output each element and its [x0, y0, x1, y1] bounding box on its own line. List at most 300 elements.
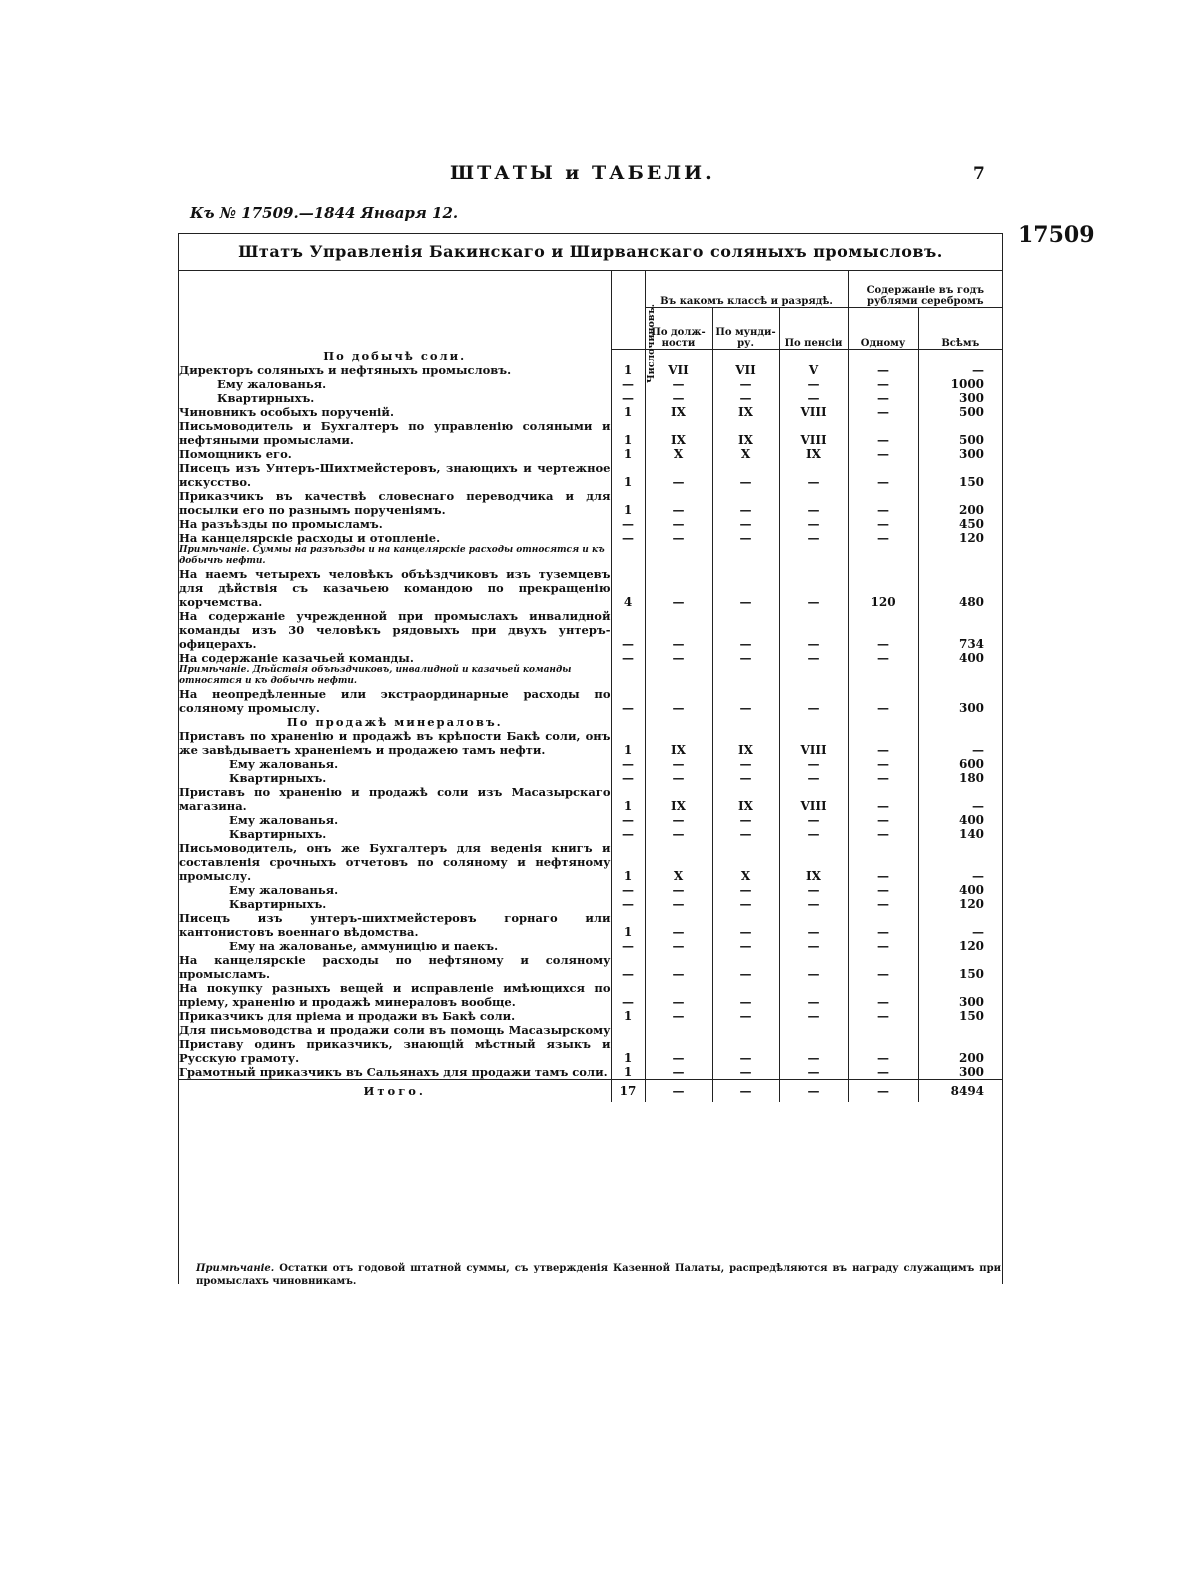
empty-cell: [779, 715, 848, 729]
per-one-cell: —: [848, 489, 918, 517]
rank-class-cell: —: [712, 1023, 779, 1065]
per-one-cell: —: [848, 377, 918, 391]
row-description: Квартирныхъ.: [229, 771, 327, 785]
count-cell: 1: [611, 447, 645, 461]
count-cell: 1: [611, 785, 645, 813]
total-cell: 300: [918, 981, 1002, 1009]
count-cell: —: [611, 939, 645, 953]
count-cell: 1: [611, 405, 645, 419]
table-row: [179, 447, 1002, 461]
row-description: Ему жалованья.: [229, 757, 339, 771]
footnote-label: Примѣчаніе.: [196, 1263, 275, 1274]
page-header: [180, 162, 1000, 192]
table-row: [179, 757, 1002, 771]
count-cell: —: [611, 771, 645, 785]
position-class-cell: —: [645, 1009, 712, 1023]
row-description: На неопредѣленные или экстраординарные расходы по соляному промыслу.: [179, 687, 611, 715]
table-row: [179, 567, 1002, 609]
position-class-cell: IX: [645, 419, 712, 447]
total-row: [179, 1080, 1002, 1103]
table-row: [179, 939, 1002, 953]
rank-class-cell: —: [712, 981, 779, 1009]
empty-cell: [918, 665, 1002, 687]
rank-class-cell: —: [712, 609, 779, 651]
position-class-cell: —: [645, 489, 712, 517]
pension-class-cell: —: [779, 391, 848, 405]
total-cell: 200: [918, 489, 1002, 517]
rank-class-cell: IX: [712, 405, 779, 419]
row-description: Писецъ изъ Унтеръ-Шихтмейстеровъ, знающихъ и чертежное искусство.: [179, 461, 611, 489]
row-description: Ему на жалованье, аммуницію и паекъ.: [229, 939, 499, 953]
total-cell: 150: [918, 953, 1002, 981]
total-cell: —: [712, 1080, 779, 1103]
empty-cell: [779, 665, 848, 687]
pension-class-cell: VIII: [779, 729, 848, 757]
table-row: [179, 981, 1002, 1009]
total-cell: 120: [918, 939, 1002, 953]
pension-class-cell: —: [779, 651, 848, 665]
row-description: На канцелярскіе расходы и отопленіе.: [179, 531, 441, 545]
empty-cell: [611, 545, 645, 567]
pension-class-cell: —: [779, 897, 848, 911]
note-text: Примѣчаніе. Дѣйствія объѣздчиковъ, инвалидной и казачьей команды относятся и къ добычѣ нефти.: [179, 665, 572, 686]
rank-class-cell: —: [712, 813, 779, 827]
count-cell: 1: [611, 419, 645, 447]
position-class-cell: —: [645, 771, 712, 785]
count-cell: 1: [611, 841, 645, 883]
pension-class-cell: —: [779, 911, 848, 939]
total-cell: 120: [918, 531, 1002, 545]
rank-class-cell: —: [712, 911, 779, 939]
position-class-cell: —: [645, 883, 712, 897]
count-cell: 1: [611, 1009, 645, 1023]
row-description: Писецъ изъ унтеръ-шихтмейстеровъ горнаго или кантонистовъ военнаго вѣдомства.: [179, 911, 611, 939]
position-class-cell: —: [645, 827, 712, 841]
total-cell: 1000: [918, 377, 1002, 391]
position-class-cell: —: [645, 517, 712, 531]
table-row: [179, 953, 1002, 981]
per-one-cell: —: [848, 405, 918, 419]
pension-class-cell: —: [779, 939, 848, 953]
row-description: Ему жалованья.: [217, 377, 327, 391]
pension-class-cell: —: [779, 981, 848, 1009]
running-title: ШТАТЫ и ТАБЕЛИ.: [450, 162, 715, 184]
salary-group-header: Содержаніе въ годъ рублями серебромъ: [848, 271, 1002, 307]
empty-cell: [611, 349, 645, 363]
pension-class-cell: VIII: [779, 405, 848, 419]
count-cell: 1: [611, 1065, 645, 1080]
row-description: Квартирныхъ.: [217, 391, 315, 405]
page-number: 7: [973, 164, 985, 184]
total-cell: 400: [918, 813, 1002, 827]
rank-class-cell: —: [712, 567, 779, 609]
row-description: На покупку разныхъ вещей и исправленіе имѣющихся по пріему, храненію и продажѣ минераловъ вообще.: [179, 981, 611, 1009]
row-description: На канцелярскіе расходы по нефтяному и соляному промысламъ.: [179, 953, 611, 981]
count-cell: 1: [611, 363, 645, 377]
per-one-cell: —: [848, 1023, 918, 1065]
row-description: На содержаніе казачьей команды.: [179, 651, 414, 665]
total-cell: 400: [918, 651, 1002, 665]
per-one-cell: —: [848, 785, 918, 813]
pension-class-cell: VIII: [779, 419, 848, 447]
table-row: [179, 1009, 1002, 1023]
note-text: Примѣчаніе. Суммы на разъѣзды и на канцелярскіе расходы относятся и къ добычѣ нефти.: [179, 545, 605, 566]
per-one-cell: —: [848, 953, 918, 981]
position-class-cell: —: [645, 461, 712, 489]
rank-class-cell: VII: [712, 363, 779, 377]
empty-cell: [918, 349, 1002, 363]
total-cell: —: [918, 363, 1002, 377]
total-cell: —: [848, 1080, 918, 1103]
description-header: [179, 271, 611, 349]
note-row: [179, 545, 1002, 567]
by-pension-header: По пенсіи: [779, 307, 848, 349]
per-one-cell: —: [848, 517, 918, 531]
pension-class-cell: —: [779, 687, 848, 715]
row-description: Квартирныхъ.: [229, 897, 327, 911]
count-cell: —: [611, 981, 645, 1009]
per-one-cell: —: [848, 1009, 918, 1023]
row-description: Приставъ по храненію и продажѣ соли изъ Масазырскаго магазина.: [179, 785, 611, 813]
table-row: [179, 1023, 1002, 1065]
pension-class-cell: —: [779, 1009, 848, 1023]
count-cell: —: [611, 531, 645, 545]
position-class-cell: —: [645, 813, 712, 827]
row-description: На разъѣзды по промысламъ.: [179, 517, 383, 531]
per-one-cell: 120: [848, 567, 918, 609]
position-class-cell: —: [645, 567, 712, 609]
position-class-cell: —: [645, 939, 712, 953]
table-row: [179, 813, 1002, 827]
position-class-cell: —: [645, 391, 712, 405]
count-cell: —: [611, 897, 645, 911]
table-row: [179, 531, 1002, 545]
rank-class-cell: —: [712, 651, 779, 665]
count-cell: —: [611, 651, 645, 665]
count-cell: —: [611, 827, 645, 841]
total-cell: 600: [918, 757, 1002, 771]
per-one-cell: —: [848, 447, 918, 461]
row-description: Ему жалованья.: [229, 883, 339, 897]
rank-class-cell: —: [712, 687, 779, 715]
empty-cell: [712, 665, 779, 687]
row-description: Письмоводитель, онъ же Бухгалтеръ для веденія книгъ и составленія срочныхъ отчетовъ по соляному и нефтяному промыслу.: [179, 841, 611, 883]
pension-class-cell: —: [779, 1065, 848, 1080]
row-description: На наемъ четырехъ человѣкъ объѣздчиковъ изъ туземцевъ для дѣйствія съ казачьею командою по прекращенію корчемства.: [179, 567, 611, 609]
empty-cell: [848, 715, 918, 729]
table-row: [179, 489, 1002, 517]
per-one-cell: —: [848, 757, 918, 771]
position-class-cell: —: [645, 651, 712, 665]
staff-grid: [179, 271, 1002, 1102]
note-row: [179, 665, 1002, 687]
row-description: На содержаніе учрежденной при промыслахъ инвалидной команды изъ 30 человѣкъ рядовыхъ при двухъ унтеръ-офицерахъ.: [179, 609, 611, 651]
rank-class-cell: —: [712, 489, 779, 517]
per-one-cell: —: [848, 729, 918, 757]
empty-cell: [645, 665, 712, 687]
row-description: Для письмоводства и продажи соли въ помощь Масазырскому Приставу одинъ приказчикъ, знающій мѣстный языкъ и Русскую грамоту.: [179, 1023, 611, 1065]
position-class-cell: IX: [645, 729, 712, 757]
empty-cell: [611, 665, 645, 687]
total-cell: 500: [918, 405, 1002, 419]
per-one-cell: —: [848, 827, 918, 841]
rank-class-cell: —: [712, 531, 779, 545]
table-row: [179, 517, 1002, 531]
pension-class-cell: —: [779, 567, 848, 609]
count-cell: —: [611, 377, 645, 391]
pension-class-cell: IX: [779, 447, 848, 461]
rank-class-cell: —: [712, 883, 779, 897]
rank-class-cell: —: [712, 939, 779, 953]
class-group-header: Въ какомъ классѣ и разрядѣ.: [645, 271, 848, 307]
rank-class-cell: IX: [712, 785, 779, 813]
count-cell: 1: [611, 911, 645, 939]
table-row: [179, 911, 1002, 939]
count-cell: 1: [611, 461, 645, 489]
row-description: Помощникъ его.: [179, 447, 292, 461]
total-cell: 200: [918, 1023, 1002, 1065]
position-class-cell: —: [645, 377, 712, 391]
total-cell: —: [779, 1080, 848, 1103]
total-cell: 8494: [918, 1080, 1002, 1103]
rank-class-cell: —: [712, 757, 779, 771]
total-cell: 300: [918, 447, 1002, 461]
per-one-cell: —: [848, 687, 918, 715]
per-one-cell: —: [848, 981, 918, 1009]
per-one-cell: —: [848, 461, 918, 489]
position-class-cell: —: [645, 1065, 712, 1080]
count-cell: —: [611, 687, 645, 715]
empty-cell: [848, 665, 918, 687]
section-title: По добычѣ соли.: [323, 349, 467, 363]
pension-class-cell: —: [779, 827, 848, 841]
total-cell: 400: [918, 883, 1002, 897]
total-header: Всѣмъ: [918, 307, 1002, 349]
total-cell: 140: [918, 827, 1002, 841]
rank-class-cell: —: [712, 1009, 779, 1023]
pension-class-cell: —: [779, 377, 848, 391]
empty-cell: [712, 545, 779, 567]
empty-cell: [848, 545, 918, 567]
total-cell: 734: [918, 609, 1002, 651]
total-cell: 120: [918, 897, 1002, 911]
per-one-cell: —: [848, 363, 918, 377]
position-class-cell: —: [645, 911, 712, 939]
margin-decree-number: 17509: [1018, 222, 1095, 248]
row-description: Грамотный приказчикъ въ Сальянахъ для продажи тамъ соли.: [179, 1065, 608, 1079]
position-class-cell: —: [645, 687, 712, 715]
empty-cell: [712, 715, 779, 729]
per-one-cell: —: [848, 419, 918, 447]
section-row: [179, 349, 1002, 363]
per-one-cell: —: [848, 609, 918, 651]
position-class-cell: —: [645, 981, 712, 1009]
count-cell: —: [611, 953, 645, 981]
table-row: [179, 609, 1002, 651]
position-class-cell: IX: [645, 785, 712, 813]
pension-class-cell: —: [779, 489, 848, 517]
table-row: [179, 883, 1002, 897]
table-title: Штатъ Управленія Бакинскаго и Ширванскаго соляныхъ промысловъ.: [179, 234, 1002, 271]
pension-class-cell: —: [779, 813, 848, 827]
empty-cell: [779, 545, 848, 567]
table-row: [179, 377, 1002, 391]
section-row: [179, 715, 1002, 729]
rank-class-cell: IX: [712, 419, 779, 447]
pension-class-cell: —: [779, 609, 848, 651]
row-description: Приказчикъ въ качествѣ словеснаго переводчика и для посылки его по разнымъ порученіямъ.: [179, 489, 611, 517]
count-cell: —: [611, 883, 645, 897]
total-cell: 300: [918, 687, 1002, 715]
position-class-cell: —: [645, 609, 712, 651]
empty-cell: [779, 349, 848, 363]
total-cell: —: [645, 1080, 712, 1103]
table-row: [179, 651, 1002, 665]
count-header: [611, 271, 657, 383]
count-cell: 1: [611, 1023, 645, 1065]
table-row: [179, 771, 1002, 785]
total-cell: —: [918, 841, 1002, 883]
empty-cell: [712, 349, 779, 363]
count-cell: 1: [611, 489, 645, 517]
footnote-text: Остатки отъ годовой штатной суммы, съ утвержденія Казенной Палаты, распредѣляются въ награду служащимъ при промыслахъ чиновникамъ.: [196, 1263, 1001, 1287]
section-title: По продажѣ минераловъ.: [286, 715, 503, 729]
empty-cell: [918, 545, 1002, 567]
count-cell: —: [611, 391, 645, 405]
row-description: Ему жалованья.: [229, 813, 339, 827]
position-class-cell: —: [645, 897, 712, 911]
total-cell: 150: [918, 461, 1002, 489]
table-row: [179, 363, 1002, 377]
count-cell: —: [611, 813, 645, 827]
row-description: Приставъ по храненію и продажѣ въ крѣпости Бакѣ соли, онъ же завѣдываетъ храненіемъ и продажею тамъ нефти.: [179, 729, 611, 757]
row-description: Письмоводитель и Бухгалтеръ по управленію соляными и нефтяными промыслами.: [179, 419, 611, 447]
pension-class-cell: —: [779, 953, 848, 981]
table-row: [179, 391, 1002, 405]
row-description: Приказчикъ для пріема и продажи въ Бакѣ соли.: [179, 1009, 516, 1023]
table-row: [179, 827, 1002, 841]
rank-class-cell: —: [712, 953, 779, 981]
per-one-cell: —: [848, 813, 918, 827]
rank-class-cell: —: [712, 827, 779, 841]
total-cell: 180: [918, 771, 1002, 785]
count-header-label: Числочиновъ.: [645, 303, 657, 383]
empty-cell: [645, 545, 712, 567]
per-one-cell: —: [848, 939, 918, 953]
pension-class-cell: —: [779, 771, 848, 785]
table-row: [179, 897, 1002, 911]
pension-class-cell: IX: [779, 841, 848, 883]
total-label: Итого.: [179, 1080, 611, 1103]
table-row: [179, 687, 1002, 715]
total-cell: 300: [918, 1065, 1002, 1080]
by-rank-header: По мунди-ру.: [712, 307, 779, 349]
empty-cell: [848, 349, 918, 363]
per-one-cell: —: [848, 531, 918, 545]
rank-class-cell: —: [712, 1065, 779, 1080]
total-cell: —: [918, 911, 1002, 939]
row-description: Чиновникъ особыхъ порученій.: [179, 405, 394, 419]
position-class-cell: X: [645, 841, 712, 883]
total-cell: 150: [918, 1009, 1002, 1023]
staff-table: [178, 233, 1003, 1284]
table-row: [179, 419, 1002, 447]
rank-class-cell: IX: [712, 729, 779, 757]
per-one-cell: —: [848, 841, 918, 883]
count-cell: —: [611, 517, 645, 531]
position-class-cell: X: [645, 447, 712, 461]
pension-class-cell: —: [779, 883, 848, 897]
row-description: Квартирныхъ.: [229, 827, 327, 841]
rank-class-cell: X: [712, 447, 779, 461]
total-cell: 300: [918, 391, 1002, 405]
position-class-cell: —: [645, 953, 712, 981]
per-one-cell: —: [848, 1065, 918, 1080]
pension-class-cell: —: [779, 757, 848, 771]
total-cell: 500: [918, 419, 1002, 447]
row-description: Директоръ соляныхъ и нефтяныхъ промысловъ.: [179, 363, 512, 377]
pension-class-cell: VIII: [779, 785, 848, 813]
empty-cell: [918, 715, 1002, 729]
per-one-cell: —: [848, 391, 918, 405]
per-one-cell: —: [848, 911, 918, 939]
table-body: [179, 349, 1002, 1102]
empty-cell: [645, 715, 712, 729]
position-class-cell: —: [645, 531, 712, 545]
table-row: [179, 729, 1002, 757]
rank-class-cell: —: [712, 517, 779, 531]
pension-class-cell: —: [779, 531, 848, 545]
table-row: [179, 405, 1002, 419]
total-cell: 17: [611, 1080, 645, 1103]
total-cell: 480: [918, 567, 1002, 609]
count-cell: 4: [611, 567, 645, 609]
pension-class-cell: —: [779, 517, 848, 531]
position-class-cell: —: [645, 757, 712, 771]
total-cell: —: [918, 729, 1002, 757]
position-class-cell: VII: [645, 363, 712, 377]
rank-class-cell: —: [712, 461, 779, 489]
table-row: [179, 841, 1002, 883]
table-row: [179, 1065, 1002, 1080]
pension-class-cell: —: [779, 1023, 848, 1065]
position-class-cell: IX: [645, 405, 712, 419]
by-position-header: По долж-ности: [645, 307, 712, 349]
rank-class-cell: X: [712, 841, 779, 883]
per-one-header: Одному: [848, 307, 918, 349]
count-cell: —: [611, 609, 645, 651]
total-cell: 450: [918, 517, 1002, 531]
rank-class-cell: —: [712, 771, 779, 785]
decree-reference: Къ № 17509.—1844 Января 12.: [190, 204, 459, 222]
table-row: [179, 461, 1002, 489]
per-one-cell: —: [848, 883, 918, 897]
pension-class-cell: —: [779, 461, 848, 489]
pension-class-cell: V: [779, 363, 848, 377]
per-one-cell: —: [848, 771, 918, 785]
rank-class-cell: —: [712, 377, 779, 391]
per-one-cell: —: [848, 897, 918, 911]
rank-class-cell: —: [712, 897, 779, 911]
count-cell: 1: [611, 729, 645, 757]
table-row: [179, 785, 1002, 813]
per-one-cell: —: [848, 651, 918, 665]
position-class-cell: —: [645, 1023, 712, 1065]
total-cell: —: [918, 785, 1002, 813]
empty-cell: [611, 715, 645, 729]
footnote: [196, 1262, 1001, 1288]
count-cell: —: [611, 757, 645, 771]
